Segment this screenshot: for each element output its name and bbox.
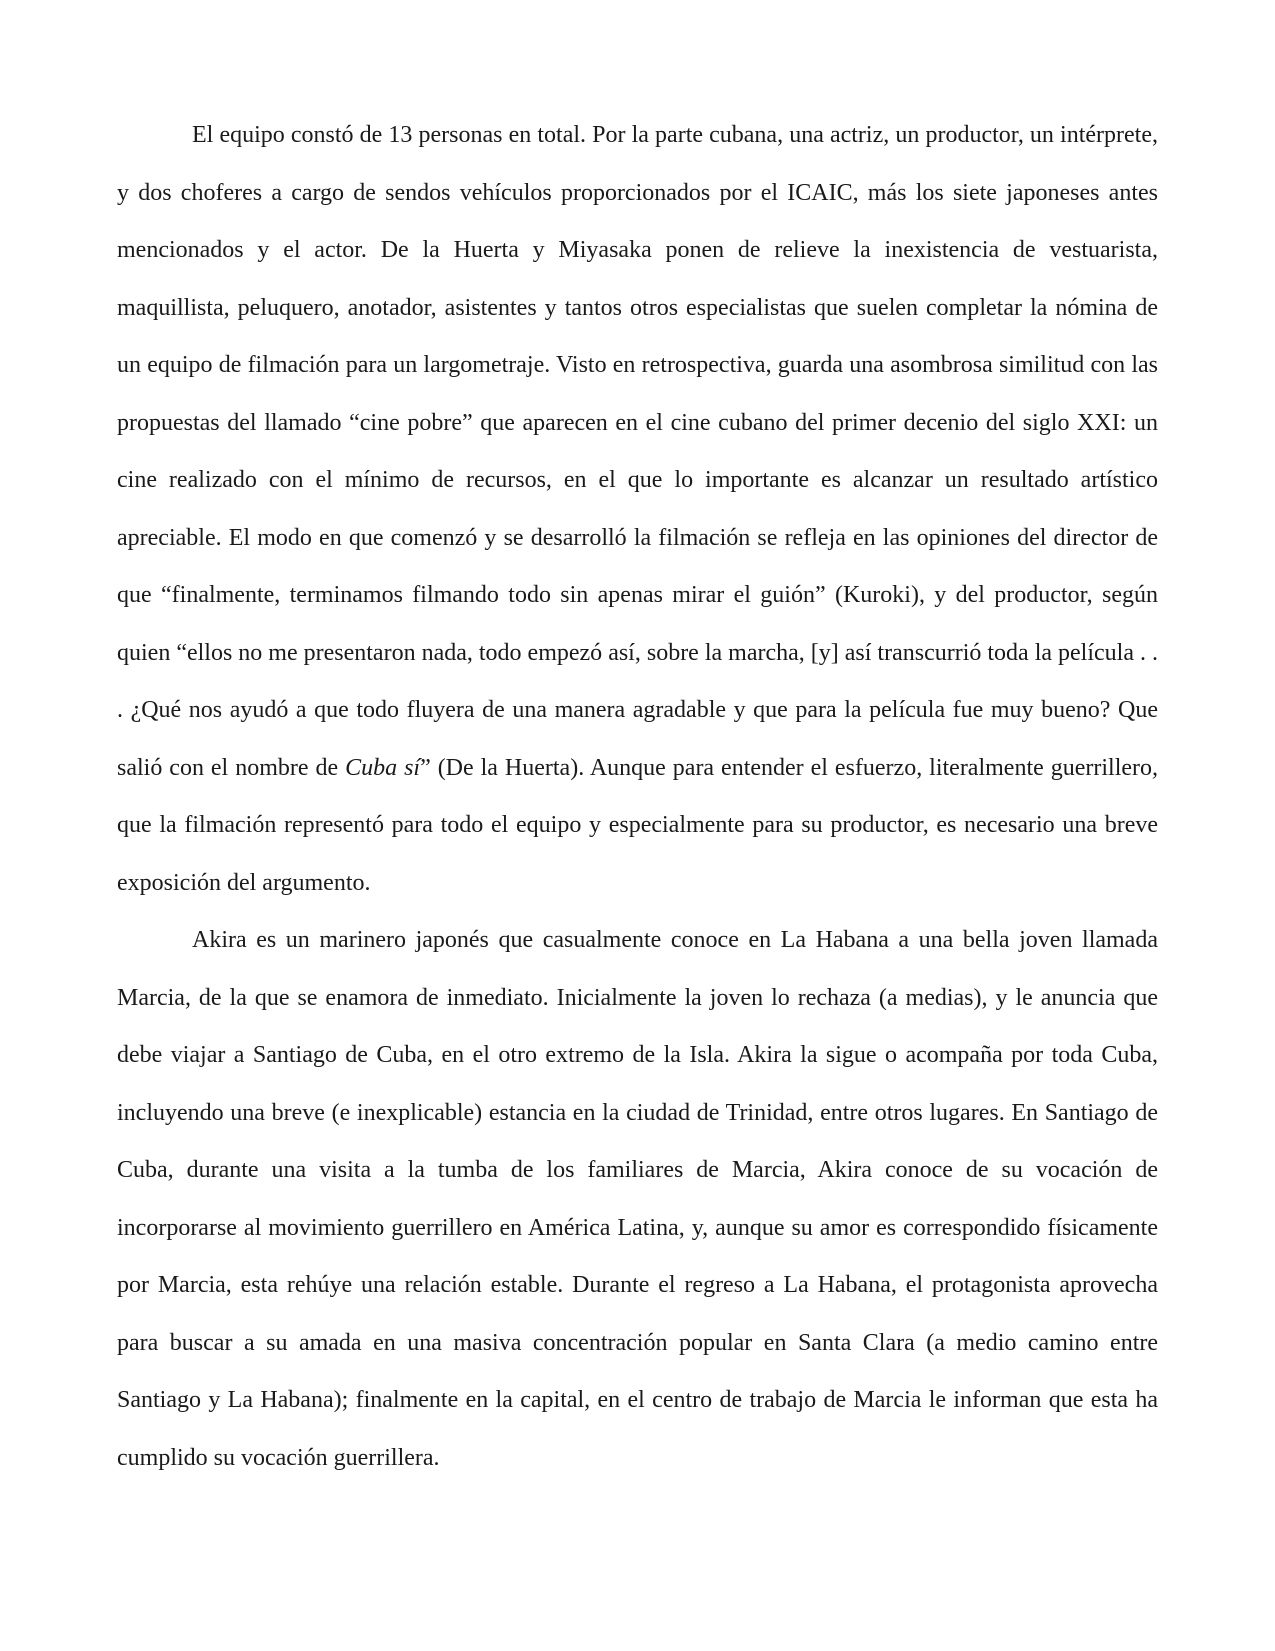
paragraph-1-text-b: ” (De la Huerta). Aunque para entender el esfuerzo, literalmente guerrillero xyxy=(420,754,1153,781)
italic-comma: , xyxy=(1152,754,1159,781)
paragraph-1-text-c: que la filmación representó para todo el equipo y especialmente para su productor, es necesario una breve exposición del argumento. xyxy=(117,812,1158,896)
film-title-italic: Cuba sí xyxy=(345,754,421,781)
paragraph-2 xyxy=(117,912,1158,1487)
paragraph-2-text: Akira es un marinero japonés que casualmente conoce en La Habana a una bella joven llamada Marcia, de la que se enamora de inmediato. Inicialmente la joven lo rechaza (a medias), y le anuncia que debe viajar a Santiago de Cuba, en el otro extremo de la Isla. Akira la sigue o acompaña por toda Cuba, incluyendo una breve (e inexplicable) estancia en la ciudad de Trinidad, entre otros lugares. En Santiago de Cuba, durante una visita a la tumba de los familiares de Marcia, Akira conoce de su vocación de incorporarse al movimiento guerrillero en América Latina, y, aunque su amor es correspondido físicamente por Marcia, esta rehúye una relación estable. Durante el regreso a La Habana, el protagonista aprovecha para buscar a su amada en una masiva concentración popular en Santa Clara (a medio camino entre Santiago y La Habana); finalmente en la capital, en el centro de trabajo de Marcia le informan que esta ha cumplido su vocación guerrillera. xyxy=(117,927,1158,1471)
paragraph-1-text-a: El equipo constó de 13 personas en total. Por la parte cubana, una actriz, un productor, un intérprete, y dos choferes a cargo de sendos vehículos proporcionados por el ICAIC, más los siete japoneses antes mencionados y el actor. De la Huerta y Miyasaka ponen de relieve la inexistencia de vestuarista, maquillista, peluquero, anotador, asistentes y tantos otros especialistas que suelen completar la nómina de un equipo de filmación para un largometraje. Visto en retrospectiva, guarda una asombrosa similitud con las propuestas del llamado “cine pobre” que aparecen en el cine cubano del primer decenio del siglo XXI: un cine realizado con el mínimo de recursos, en el que lo importante es alcanzar un resultado artístico apreciable. El modo en que comenzó y se desarrolló la filmación se refleja en las opiniones del director de que “finalmente, terminamos filmando todo sin apenas mirar el guión” (Kuroki), y del productor, según quien “ellos no me presentaron nada, todo empezó así, sobre la marcha, [y] así transcurrió toda la película . . . ¿Qué nos ayudó a que todo fluyera de una manera agradable y que para la película fue muy bueno? Que salió con el nombre de xyxy=(117,122,1158,781)
paragraph-1 xyxy=(117,107,1158,912)
document-page xyxy=(117,107,1158,1487)
